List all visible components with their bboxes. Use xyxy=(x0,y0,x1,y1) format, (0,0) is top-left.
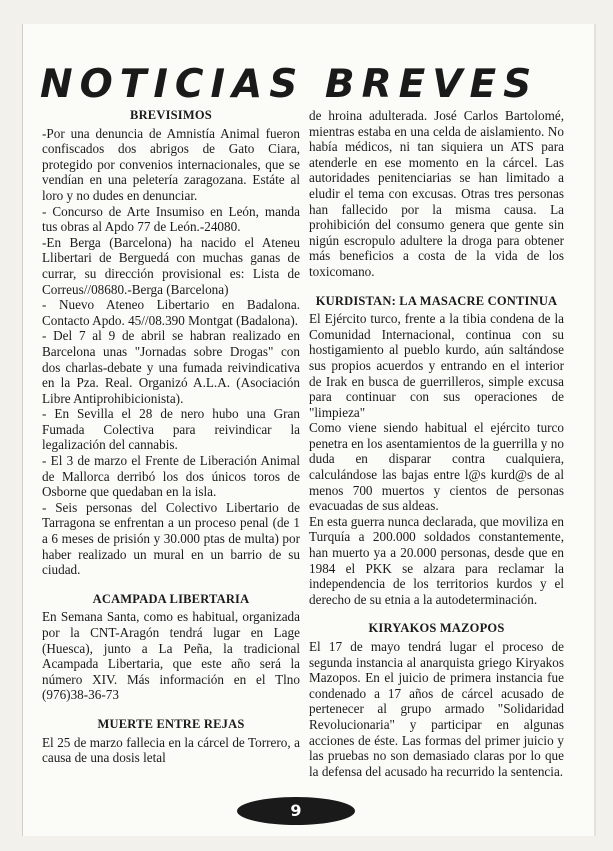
section-title: MUERTE ENTRE REJAS xyxy=(97,716,245,731)
article-paragraph: - Seis personas del Colectivo Libertario de Tarragona se enfrentan a un proceso penal (de 1 a 6 meses de prisión y 30.000 ptas de multa) por haber realizado un mural en un barrio de su ciudad. xyxy=(42,499,300,578)
article-paragraph: - En Sevilla el 28 de nero hubo una Gran Fumada Colectiva para reivindicar la legalización del cannabis. xyxy=(42,406,300,453)
section-title: BREVISIMOS xyxy=(130,108,212,122)
section-title: KIRYAKOS MAZOPOS xyxy=(368,621,505,636)
article-paragraph: El 25 de marzo fallecia en la cárcel de Torrero, a causa de una dosis letal xyxy=(42,734,300,766)
article-paragraph: - El 3 de marzo el Frente de Liberación Animal de Mallorca derribó los dos únicos toros de Osborne que quedaban en la isla. xyxy=(42,453,300,500)
article-paragraph: - Nuevo Ateneo Libertario en Badalona. Contacto Apdo. 45//08.390 Montgat (Badalona). xyxy=(42,297,300,328)
article-paragraph: Como viene siendo habitual el ejército turco penetra en los asentamientos de la guerrilla y no duda en disparar contra cualquiera, calculándose las bajas entre l@s kurd@s de al menos 700 muertos y cientos de personas evacuadas de sus aldeas. xyxy=(309,420,564,514)
left-column xyxy=(42,108,300,766)
article-paragraph: En Semana Santa, como es habitual, organizada por la CNT-Aragón tendrá lugar en Lage (Huesca), junto a La Peña, la tradicional Acampada Libertaria, que este año será la número XIV. Más información en el Tlno (976)38-36-73 xyxy=(42,609,300,703)
right-column xyxy=(309,108,564,779)
section-title: KURDISTAN: LA MASACRE CONTINUA xyxy=(315,293,558,308)
page-headline: NOTICIAS BREVES xyxy=(40,62,539,107)
page-number-badge: 9 xyxy=(237,797,355,825)
article-paragraph: - Concurso de Arte Insumiso en León, manda tus obras al Apdo 77 de León.-24080. xyxy=(42,203,300,235)
article-paragraph: - Del 7 al 9 de abril se habran realizado en Barcelona unas "Jornadas sobre Drogas" con dos charlas-debate y una fumada reivindicativa en la Pza. Real. Organizó A.L.A. (Asociación Libre Antiprohibicionista). xyxy=(42,328,300,406)
article-paragraph: En esta guerra nunca declarada, que moviliza en Turquía a 200.000 soldados constantemente, han muerto ya a 20.000 personas, desde que en 1984 el PKK se alzara para reclamar la independencia de los territorios kurdos y el derecho de su etnia a la autodeterminación. xyxy=(309,513,564,607)
article-paragraph: -Por una denuncia de Amnistía Animal fueron confiscados dos abrigos de Gato Ciara, protegido por convenios internacionales, que se vendían en una peletería zaragozana. Estáte al loro y no dudes en denunciar. xyxy=(42,125,300,203)
article-paragraph: de hroina adulterada. José Carlos Bartolomé, mientras estaba en una celda de aislamiento. No había médicos, ni tan siquiera un ATS para atenderle en ese momento en la cárcel. Las autoridades penitenciarias se han limitado a eludir el tema con excusas. Otras tres personas han fallecido por la misma causa. La prohibición del consumo genera que gente sin nigún escropulo adultere la droga para obtener más beneficios a costa de la vida de los toxicomano. xyxy=(309,108,564,279)
article-paragraph: -En Berga (Barcelona) ha nacido el Ateneu Llibertari de Berguedá con muchas ganas de currar, su dirección provisional es: Lista de Correus//08680.-Berga (Barcelona) xyxy=(42,234,300,297)
section-title: ACAMPADA LIBERTARIA xyxy=(92,591,250,606)
article-paragraph: El Ejército turco, frente a la tibia condena de la Comunidad Internacional, continua con su hostigamiento al pueblo kurdo, aún saltándose sus propios acuerdos y entrando en el interior de Irak en busca de guerrilleros, simple excusa para continuar con sus operaciones de "limpieza" xyxy=(309,311,564,420)
article-paragraph: El 17 de mayo tendrá lugar el proceso de segunda instancia al anarquista griego Kiryakos Mazopos. En el juicio de primera instancia fue condenado a 17 años de cárcel acusado de pertenecer al grupo armado "Solidaridad Revolucionaria" y participar en algunas acciones de éste. Las formas del primer juicio y las pruebas no son demasiado claras por lo que la defensa del acusado ha recurrido la sentencia. xyxy=(309,639,564,779)
